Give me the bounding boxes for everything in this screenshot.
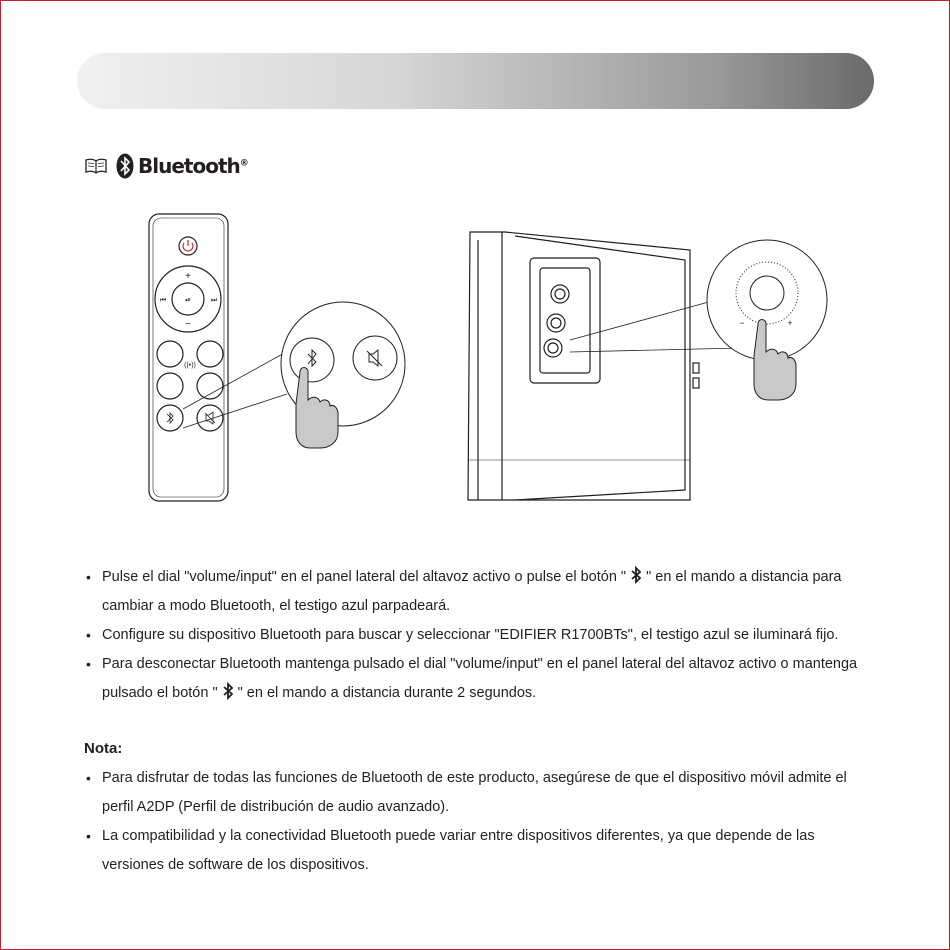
svg-text:+: + [787,318,793,328]
bluetooth-logo [116,153,248,179]
bluetooth-wordmark: Bluetooth® [138,154,248,178]
bluetooth-badge-icon [116,153,134,179]
svg-text:⏯: ⏯ [185,297,191,304]
instruction-item: • Pulse el dial "volume/input" en el panel lateral del altavoz activo o pulse el botón " " en el mando a distancia para cambiar a modo Bluetooth, el testigo azul parpadeará. [84,563,874,621]
note-item: • Para disfrutar de todas las funciones de Bluetooth de este producto, asegúrese de que el dispositivo móvil admite el perfil A2DP (Perfil de distribución de audio avanzado). [86,770,847,815]
svg-text:−: − [739,318,745,328]
remote-control [149,214,228,501]
bluetooth-pairing-illustration [0,195,950,515]
bluetooth-icon [221,681,235,701]
svg-text:+: + [185,271,191,282]
speaker-side-panel [468,232,740,500]
header-bar [77,53,874,109]
book-icon [84,157,108,175]
dial-zoom-callout [707,240,827,400]
volume-input-dial [544,339,562,357]
svg-text:−: − [185,319,191,330]
bluetooth-icon [629,565,643,585]
svg-text:⏮: ⏮ [159,297,167,304]
instruction-item: • Para desconectar Bluetooth mantenga pulsado el dial "volume/input" en el panel lateral del altavoz activo o mantenga pulsado el botón " " en el mando a distancia durante 2 segundos. [86,656,858,701]
section-title [84,152,248,180]
note-item: • La compatibilidad y la conectividad Bluetooth puede variar entre dispositivos diferentes, ya que depende de las versiones de software de los dispositivos. [86,828,815,873]
instruction-list [84,563,874,708]
note-heading: Nota: [84,740,123,757]
instruction-item: • Configure su dispositivo Bluetooth para buscar y seleccionar "EDIFIER R1700BTs", el testigo azul se iluminará fijo. [86,627,839,643]
svg-text:⏭: ⏭ [210,297,218,304]
note-list [84,764,874,880]
svg-text:((•)): ((•)) [184,362,196,369]
